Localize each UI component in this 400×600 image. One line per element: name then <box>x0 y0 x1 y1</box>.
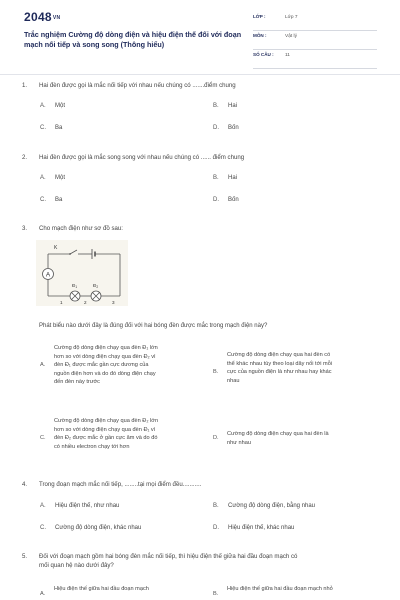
option-line: nguồn điện hơn và do đó dòng điện chạy <box>54 370 156 377</box>
option-text: Hai <box>228 175 238 181</box>
node-2-label: 2 <box>84 300 87 305</box>
meta-row-class <box>253 14 377 31</box>
option-text <box>227 351 332 385</box>
q1-option-a[interactable] <box>40 102 65 111</box>
q5-option-a[interactable] <box>40 585 210 599</box>
q4-option-a[interactable] <box>40 502 119 511</box>
option-letter: D. <box>213 525 219 531</box>
meta-label: LỚP : <box>253 14 266 19</box>
option-letter: C. <box>40 435 46 441</box>
quiz-meta <box>253 14 377 71</box>
switch-label: K <box>54 245 58 251</box>
option-text: Cường độ dòng điện, bằng nhau <box>228 503 316 509</box>
option-letter: B. <box>213 103 219 109</box>
circuit-diagram <box>36 240 128 306</box>
meta-value: Vật lý <box>285 34 297 39</box>
logo-suffix: VN <box>52 14 61 21</box>
meta-value: 11 <box>285 53 290 58</box>
q1-option-d[interactable] <box>213 124 239 133</box>
q4-option-b[interactable] <box>213 502 315 511</box>
q1-option-b[interactable] <box>213 102 237 111</box>
question-body-continued: mối quan hệ nào dưới đây? <box>39 562 114 569</box>
header <box>0 0 400 70</box>
question-5-text <box>22 552 378 570</box>
option-letter: C. <box>40 125 46 131</box>
question-number: 3. <box>22 225 28 232</box>
option-line: nhau <box>227 377 240 384</box>
option-line: thể khác nhau tùy theo loại dây nối tới mỗi <box>227 360 333 367</box>
question-number: 5. <box>22 553 28 560</box>
option-text: Bốn <box>228 197 239 203</box>
option-text: Một <box>55 175 66 181</box>
q2-option-c[interactable] <box>40 196 62 205</box>
option-text: Hiệu điện thế, khác nhau <box>228 525 295 531</box>
option-line: hơn so với dòng điện chạy qua đèn Đ₁ vì <box>54 426 156 433</box>
option-line: Cường độ dòng điện chạy qua hai đèn là <box>227 431 329 437</box>
meta-label: SỐ CÂU : <box>253 52 274 57</box>
meta-value: Lớp 7 <box>285 15 298 20</box>
option-line: đèn Đ₁ được mắc gần cực dương của <box>54 362 149 369</box>
question-3-text <box>22 224 378 233</box>
question-2-text <box>22 153 378 162</box>
option-letter: C. <box>40 525 46 531</box>
option-letter: A. <box>40 175 46 181</box>
option-line: Cường độ dòng điện chạy qua đèn Đ₂ lớn <box>54 418 159 424</box>
option-line: như nhau <box>227 439 251 446</box>
option-text <box>227 430 329 447</box>
question-number: 2. <box>22 154 28 161</box>
option-letter: B. <box>213 503 219 509</box>
ammeter-label: A <box>45 271 51 279</box>
option-line: đèn Đ₂ được mắc ở gần cực âm và do đó <box>54 435 158 442</box>
option-letter: D. <box>213 125 219 131</box>
node-3-label: 3 <box>112 300 115 305</box>
option-letter: A. <box>40 362 46 368</box>
q2-option-a[interactable] <box>40 174 65 183</box>
q1-option-c[interactable] <box>40 124 62 133</box>
switch-pivot <box>69 253 71 255</box>
option-letter: A. <box>40 591 46 597</box>
q2-option-b[interactable] <box>213 174 237 183</box>
q3-option-a[interactable] <box>40 344 210 390</box>
option-text: Cường độ dòng điện, khác nhau <box>55 525 142 531</box>
option-text: Ba <box>55 197 63 203</box>
question-3-prompt: Phát biểu nào dưới đây là đúng đối với hai bóng đèn được mắc trong mạch điện này? <box>39 323 268 329</box>
option-text <box>54 344 158 387</box>
q2-option-d[interactable] <box>213 196 239 205</box>
option-letter: B. <box>213 369 219 375</box>
option-text: Hiệu điện thế, như nhau <box>55 503 120 509</box>
option-line: hơn so với dòng điện chạy qua đèn Đ₂ vì <box>54 353 156 360</box>
question-body: Trong đoạn mạch mắc nối tiếp, ........tại mọi điểm đều........... <box>39 481 202 488</box>
question-number: 1. <box>22 82 28 89</box>
option-letter: C. <box>40 197 46 203</box>
site-logo[interactable] <box>24 10 60 24</box>
option-text: Một <box>55 103 66 109</box>
option-text: Hiệu điện thế giữa hai đầu đoạn mạch <box>54 586 149 592</box>
meta-row-subject <box>253 33 377 50</box>
option-text: Bốn <box>228 125 239 131</box>
header-divider <box>0 74 400 75</box>
option-letter: A. <box>40 503 46 509</box>
q4-option-d[interactable] <box>213 524 294 533</box>
question-body: Đối với đoạn mạch gồm hai bóng đèn mắc nối tiếp, thì hiệu điện thế giữa hai đầu đoạn mạch có <box>39 553 298 560</box>
question-4-text <box>22 480 378 489</box>
option-line: Cường độ dòng điện chạy qua hai đèn có <box>227 352 331 358</box>
option-line: Cường độ dòng điện chạy qua đèn Đ₁ lớn <box>54 345 158 351</box>
option-text: Ba <box>55 125 63 131</box>
lamp-2-letter: Đ <box>93 283 97 288</box>
q4-option-c[interactable] <box>40 524 141 533</box>
lamp-1-subscript: 1 <box>75 285 78 289</box>
option-letter: D. <box>213 197 219 203</box>
option-text: Hai <box>228 103 238 109</box>
option-line: cực của nguồn điện là như nhau hay khác <box>227 369 332 376</box>
quiz-title: Trắc nghiệm Cường độ dòng điện và hiệu điện thế đối với đoạn mạch nối tiếp và song song (Thông hiểu) <box>24 30 242 49</box>
option-text: Hiệu điện thế giữa hai đầu đoạn mạch nhỏ <box>227 586 333 592</box>
option-text <box>54 417 158 451</box>
option-line: đến đèn này trước <box>54 379 100 386</box>
question-body: Cho mạch điện như sơ đồ sau: <box>39 225 123 232</box>
question-body: Hai đèn được gọi là mắc nối tiếp với nhau nếu chúng có .......điểm chung <box>39 82 236 89</box>
node-1-label: 1 <box>60 300 63 305</box>
logo-text: 2048 <box>24 10 52 24</box>
meta-label: MÔN : <box>253 33 267 38</box>
question-number: 4. <box>22 481 28 488</box>
q3-option-d[interactable] <box>213 430 383 450</box>
q5-option-b[interactable] <box>213 585 383 599</box>
option-line: có nhiều electron chạy tới hơn <box>54 443 130 450</box>
q3-option-c[interactable] <box>40 417 210 455</box>
question-1-text <box>22 81 378 90</box>
meta-row-count <box>253 52 377 69</box>
option-letter: D. <box>213 435 219 441</box>
option-letter: A. <box>40 103 46 109</box>
option-letter: B. <box>213 591 219 597</box>
lamp-1-letter: Đ <box>72 283 76 288</box>
option-letter: B. <box>213 175 219 181</box>
question-body: Hai đèn được gọi là mắc song song với nhau nếu chúng có ...... điểm chung <box>39 154 245 161</box>
lamp-2-subscript: 2 <box>96 285 99 289</box>
q3-option-b[interactable] <box>213 351 383 391</box>
